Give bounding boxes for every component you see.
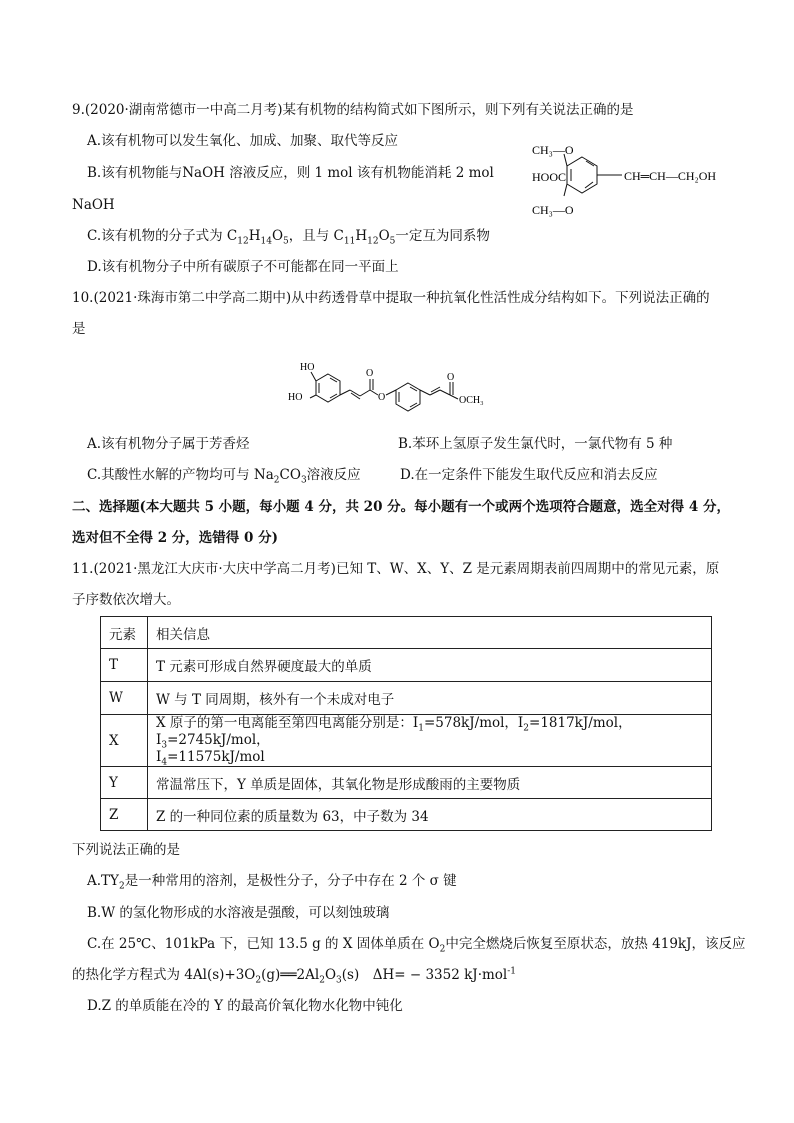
phenylene-ring <box>396 383 420 411</box>
q10-ester-o: O <box>378 392 386 403</box>
q10-option-d: D.在一定条件下能发生取代反应和消去反应 <box>400 467 658 483</box>
x-info-line2: $I_4=11575kJ$/mol <box>156 749 265 768</box>
table-cell: X <box>101 715 148 767</box>
q9-stem: 9.(2020·湖南常德市一中高二月考)某有机物的结构简式如下图所示，则下列有关说法正确的是 <box>72 102 634 118</box>
table-cell: T <box>101 649 148 682</box>
q11-ask: 下列说法正确的是 <box>72 842 180 858</box>
q9-option-c: C.该有机物的分子式为 $C_{12}H_{14}O_5$，且与 $C_{11}H_{12}O_5$一定互为同系物 <box>87 228 490 247</box>
q9-och3-bottom: CH₃—O <box>532 203 574 217</box>
q11-option-a: $A.TY_2$是一种常用的溶剂，是极性分子，分子中存在 2 个 σ 键 <box>87 873 457 892</box>
q9-option-b: B.该有机物能与NaOH 溶液反应，则 1 mol 该有机物能消耗 2 mol <box>87 165 494 181</box>
table-row <box>101 799 712 831</box>
q9-option-a: A.该有机物可以发生氧化、加成、加聚、取代等反应 <box>87 133 399 149</box>
x-info-line1: X 原子的第一电离能至第四电离能分别是：$I_1=578kJ$/mol，$I_2=1817kJ$/mol，$I_3=2745kJ$/mol， <box>156 715 632 751</box>
q10-structure-diagram <box>280 352 520 416</box>
section2-title-cont: 选对但不全得 2 分，选错得 0 分) <box>72 530 278 546</box>
table-row <box>101 767 712 799</box>
q9-structure-diagram <box>520 136 750 226</box>
q10-carbonyl-o2: O <box>447 372 455 383</box>
catechol-ring <box>316 374 340 402</box>
q11-stem-cont: 子序数依次增大。 <box>72 592 180 608</box>
table-row <box>101 715 712 767</box>
table-cell: 常温常压下，Y 单质是固体，其氧化物是形成酸雨的主要物质 <box>148 767 712 799</box>
q11-option-d: D.Z 的单质能在冷的 Y 的最高价氧化物水化物中钝化 <box>87 998 403 1014</box>
q10-stem: 10.(2021·珠海市第二中学高二期中)从中药透骨草中提取一种抗氧化性活性成分结构如下。下列说法正确的 <box>72 290 710 306</box>
table-row <box>101 617 712 649</box>
q9-och3-top: CH₃—O <box>532 143 574 157</box>
q11-option-c: C.在 25℃、101kPa 下，已知 13.5 g 的 X 固体单质在 $O_2$中完全燃烧后恢复至原状态，放热 419kJ，该反应 <box>87 936 746 955</box>
q9-side-chain: CH═CH—CH₂OH <box>624 169 717 183</box>
element-info-table <box>100 616 712 831</box>
table-cell: W <box>101 682 148 715</box>
q10-option-a: A.该有机物分子属于芳香烃 <box>87 436 250 452</box>
section2-title: 二、选择题(本大题共 5 小题，每小题 4 分，共 20 分。每小题有一个或两个选项符合题意，选全对得 4 分， <box>72 499 730 515</box>
q10-option-b: B.苯环上氢原子发生氯代时，一氯代物有 5 种 <box>398 436 673 452</box>
q10-carbonyl-o1: O <box>366 368 374 379</box>
q10-ho-bottom: HO <box>288 392 303 403</box>
q9-hooc: HOOC <box>532 170 567 184</box>
q10-option-c: C.其酸性水解的产物均可与 $Na_2CO_3$溶液反应 <box>87 467 361 486</box>
table-cell: 元素 <box>101 617 148 649</box>
table-cell <box>148 715 712 767</box>
q11-option-b: B.W 的氢化物形成的水溶液是强酸，可以刻蚀玻璃 <box>87 905 390 921</box>
table-row <box>101 682 712 715</box>
table-cell: 相关信息 <box>148 617 712 649</box>
table-cell: Z <box>101 799 148 831</box>
table-cell: W 与 T 同周期，核外有一个未成对电子 <box>148 682 712 715</box>
q11-option-c-cont: 的热化学方程式为 $4Al(s)+3O_2(g)══2Al_2O_3(s)$ ΔH= − 3352 kJ·mol$^{-1}$ <box>72 966 517 986</box>
table-cell: Z 的一种同位素的质量数为 63，中子数为 34 <box>148 799 712 831</box>
q11-stem: 11.(2021·黑龙江大庆市·大庆中学高二月考)已知 T、W、X、Y、Z 是元素周期表前四周期中的常见元素，原 <box>72 561 720 577</box>
q10-ho-top: HO <box>300 362 315 373</box>
q10-och3: OCH₃ <box>459 395 484 406</box>
table-row <box>101 649 712 682</box>
q9-option-d: D.该有机物分子中所有碳原子不可能都在同一平面上 <box>87 259 399 275</box>
q10-stem-cont: 是 <box>72 321 86 337</box>
q9-option-b-cont: NaOH <box>72 197 115 213</box>
table-cell: T 元素可形成自然界硬度最大的单质 <box>148 649 712 682</box>
table-cell: Y <box>101 767 148 799</box>
